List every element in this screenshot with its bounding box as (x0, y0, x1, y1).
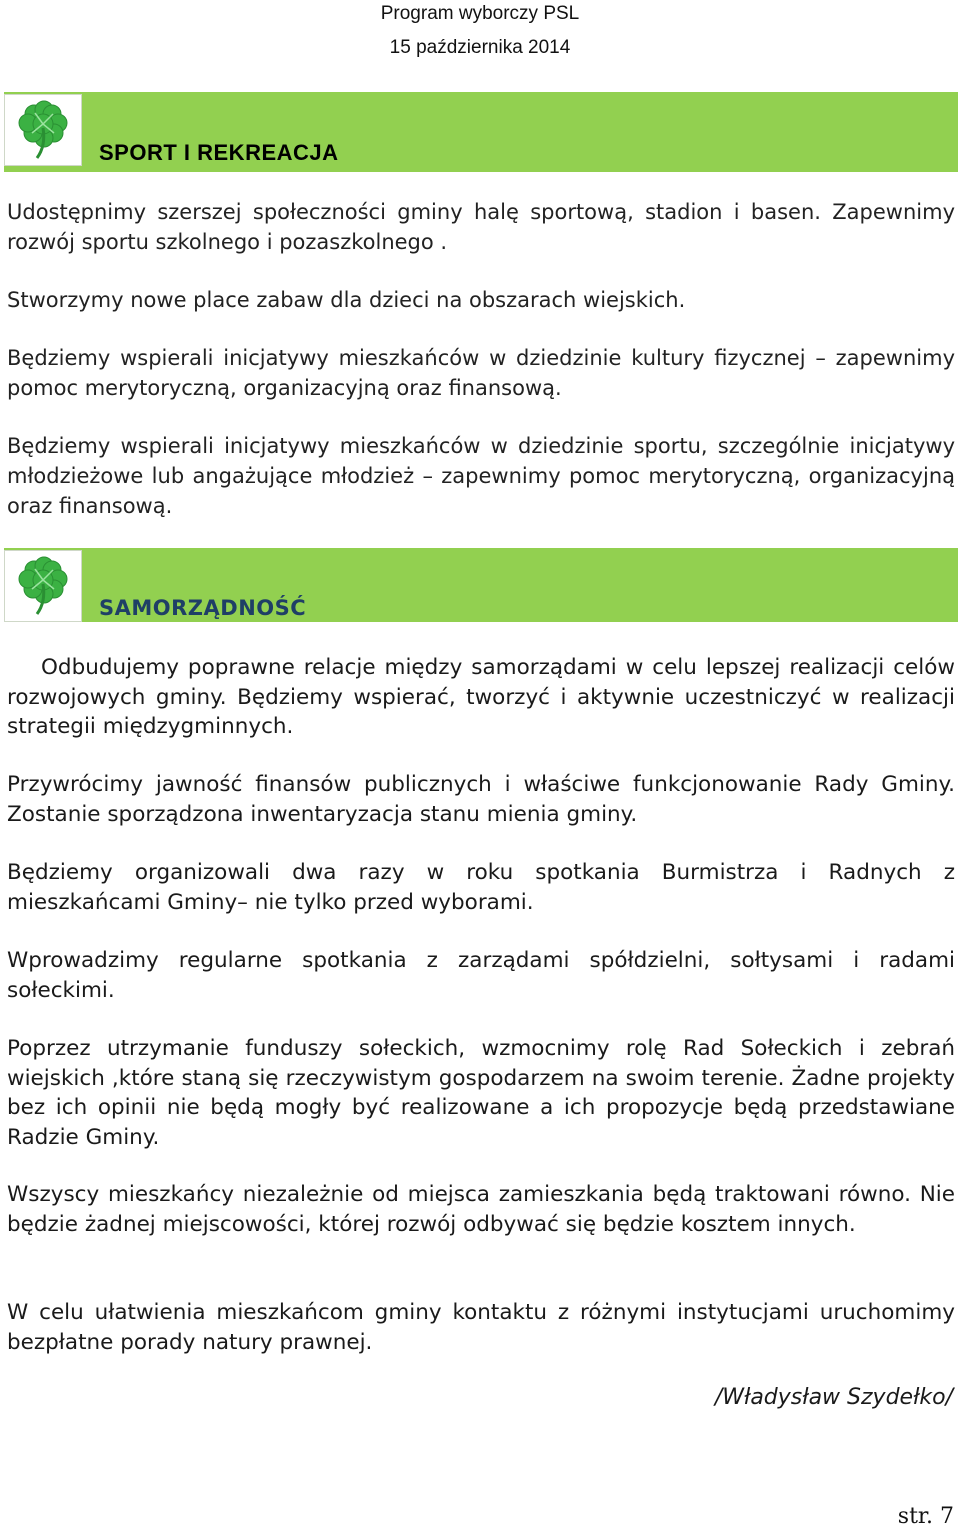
paragraph: Wprowadzimy regularne spotkania z zarządami spółdzielni, sołtysami i radami sołeckimi. (7, 948, 955, 1003)
paragraph: Wszyscy mieszkańcy niezależnie od miejsca zamieszkania będą traktowani równo. Nie będzie żadnej miejscowości, której rozwój odbywać się będzie kosztem innych. (7, 1182, 955, 1237)
paragraph: Będziemy wspierali inicjatywy mieszkańców w dziedzinie sportu, szczególnie inicjatywy młodzieżowe lub angażujące młodzież – zapewnimy pomoc merytoryczną, organizacyjną oraz finansową. (7, 434, 955, 518)
four-leaf-clover-icon (13, 554, 73, 618)
paragraph: Przywrócimy jawność finansów publicznych i właściwe funkcjonowanie Rady Gminy. Zostanie sporządzona inwentaryzacja stanu mienia gminy. (7, 772, 955, 827)
paragraph: Udostępnimy szerszej społeczności gminy halę sportową, stadion i basen. Zapewnimy rozwój sportu szkolnego i pozaszkolnego . (7, 200, 955, 254)
document-date: 15 października 2014 (389, 37, 571, 58)
section-title-samorzadnosc: SAMORZĄDNOŚĆ (99, 596, 307, 620)
page-number: str. 7 (897, 1504, 954, 1529)
author-signature: /Władysław Szydełko/ (714, 1385, 953, 1410)
paragraph: Stworzymy nowe place zabaw dla dzieci na obszarach wiejskich. (7, 288, 686, 312)
section-title-sport: SPORT I REKREACJA (99, 140, 339, 165)
paragraph: Będziemy organizowali dwa razy w roku spotkania Burmistrza i Radnych z mieszkańcami Gminy– nie tylko przed wyborami. (7, 860, 955, 915)
document-title: Program wyborczy PSL (380, 3, 580, 24)
paragraph: Poprzez utrzymanie funduszy sołeckich, wzmocnimy rolę Rad Sołeckich i zebrań wiejskich ,które staną się rzeczywistym gospodarzem na swoim terenie. Żadne projekty bez ich opinii nie będą mogły być realizowane a ich propozycje będą przedstawiane Radzie Gminy. (7, 1036, 955, 1150)
clover-logo-box (4, 94, 82, 166)
paragraph: W celu ułatwienia mieszkańcom gminy kontaktu z różnymi instytucjami uruchomimy bezpłatne porady natury prawnej. (7, 1300, 955, 1355)
paragraph: Odbudujemy poprawne relacje między samorządami w celu lepszej realizacji celów rozwojowych gminy. Będziemy wspierać, tworzyć i aktywnie uczestniczyć w realizacji strategii międzygminnych. (7, 655, 955, 739)
four-leaf-clover-icon (13, 98, 73, 162)
clover-logo-box (4, 550, 82, 622)
paragraph: Będziemy wspierali inicjatywy mieszkańców w dziedzinie kultury fizycznej – zapewnimy pomoc merytoryczną, organizacyjną oraz finansową. (7, 346, 955, 400)
